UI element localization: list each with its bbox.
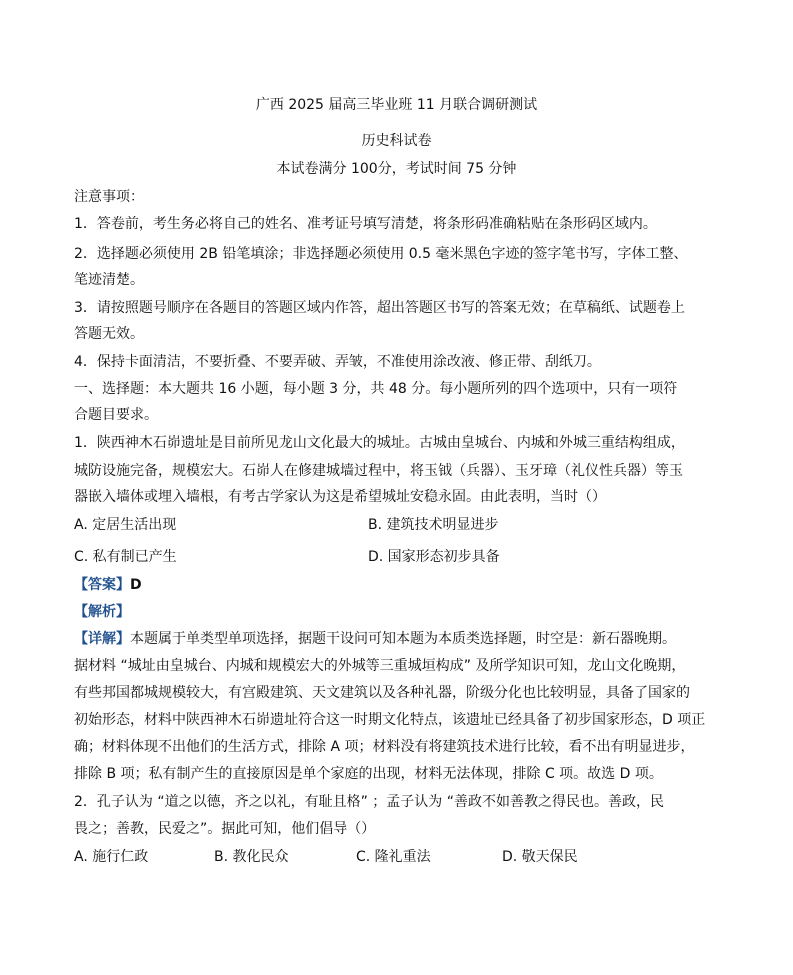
note-item: 4．保持卡面清洁，不要折叠、不要弄破、弄皱，不准使用涂改液、修正带、刮纸刀。: [74, 354, 601, 370]
question-stem-line: 2．孔子认为 “道之以德，齐之以礼，有耻且格” ；孟子认为 “善政不如善教之得民也。善政，民: [74, 794, 665, 810]
option-a: A. 施行仁政: [74, 849, 149, 865]
note-item: 答题无效。: [74, 326, 144, 342]
analysis-label: 【解析】: [74, 604, 130, 620]
option-b: B. 教化民众: [214, 849, 289, 865]
option-d: D. 国家形态初步具备: [368, 549, 500, 565]
note-item: 2．选择题必须使用 2B 铅笔填涂；非选择题必须使用 0.5 毫米黑色字迹的签字笔书写，字体工整、: [74, 246, 688, 262]
notes-heading: 注意事项：: [74, 189, 144, 205]
detail-line: 初始形态，材料中陕西神木石峁遗址符合这一时期文化特点，该遗址已经具备了初步国家形态，D 项正: [74, 712, 706, 728]
section-line: 合题目要求。: [74, 407, 158, 423]
option-b: B. 建筑技术明显进步: [368, 517, 499, 533]
exam-title: 广西 2025 届高三毕业班 11 月联合调研测试: [255, 97, 538, 113]
answer-line: [74, 576, 142, 594]
answer-value: D: [130, 577, 142, 593]
detail-label: 【详解】: [74, 631, 130, 647]
exam-info: 本试卷满分 100分，考试时间 75 分钟: [276, 161, 517, 177]
option-c: C. 隆礼重法: [356, 849, 431, 865]
analysis-line: [74, 603, 130, 621]
question-stem-line: 城防设施完备，规模宏大。石峁人在修建城墙过程中，将玉钺（兵器）、玉牙璋（礼仪性兵器）等玉: [74, 463, 683, 479]
detail-line: 有些邦国都城规模较大，有宫殿建筑、天文建筑以及各种礼器，阶级分化也比较明显，具备了国家的: [74, 685, 690, 701]
note-item: 1．答卷前，考生务必将自己的姓名、准考证号填写清楚，将条形码准确粘贴在条形码区域内。: [74, 216, 657, 232]
detail-line: 据材料 “城址由皇城台、内城和规模宏大的外城等三重城垣构成” 及所学知识可知，龙山文化晚期，: [74, 658, 686, 674]
note-item: 笔迹清楚。: [74, 272, 144, 288]
option-a: A. 定居生活出现: [74, 517, 177, 533]
detail-line: 排除 B 项；私有制产生的直接原因是单个家庭的出现，材料无法体现，排除 C 项。故选 D 项。: [74, 766, 663, 782]
option-d: D. 敬天保民: [502, 849, 578, 865]
question-stem-line: 畏之；善教，民爱之”。据此可知，他们倡导（）: [74, 821, 376, 837]
detail-text: 本题属于单类型单项选择，据题干设问可知本题为本质类选择题，时空是：新石器晚期。: [130, 631, 676, 647]
note-item: 3．请按照题号顺序在各题目的答题区域内作答，超出答题区书写的答案无效；在草稿纸、试题卷上: [74, 300, 685, 316]
section-line: 一、选择题：本大题共 16 小题，每小题 3 分，共 48 分。每小题所列的四个选项中，只有一项符: [74, 381, 678, 397]
answer-label: 【答案】: [74, 577, 130, 593]
detail-line: [74, 630, 676, 648]
question-stem-line: 1．陕西神木石峁遗址是目前所见龙山文化最大的城址。古城由皇城台、内城和外城三重结构组成，: [74, 435, 685, 451]
exam-subject: 历史科试卷: [361, 133, 432, 149]
option-c: C. 私有制已产生: [74, 549, 177, 565]
detail-line: 确；材料体现不出他们的生活方式，排除 A 项；材料没有将建筑技术进行比较，看不出有明显进步，: [74, 739, 695, 755]
question-stem-line: 器嵌入墙体或埋入墙根，有考古学家认为这是希望城址安稳永固。由此表明，当时（）: [74, 489, 606, 505]
